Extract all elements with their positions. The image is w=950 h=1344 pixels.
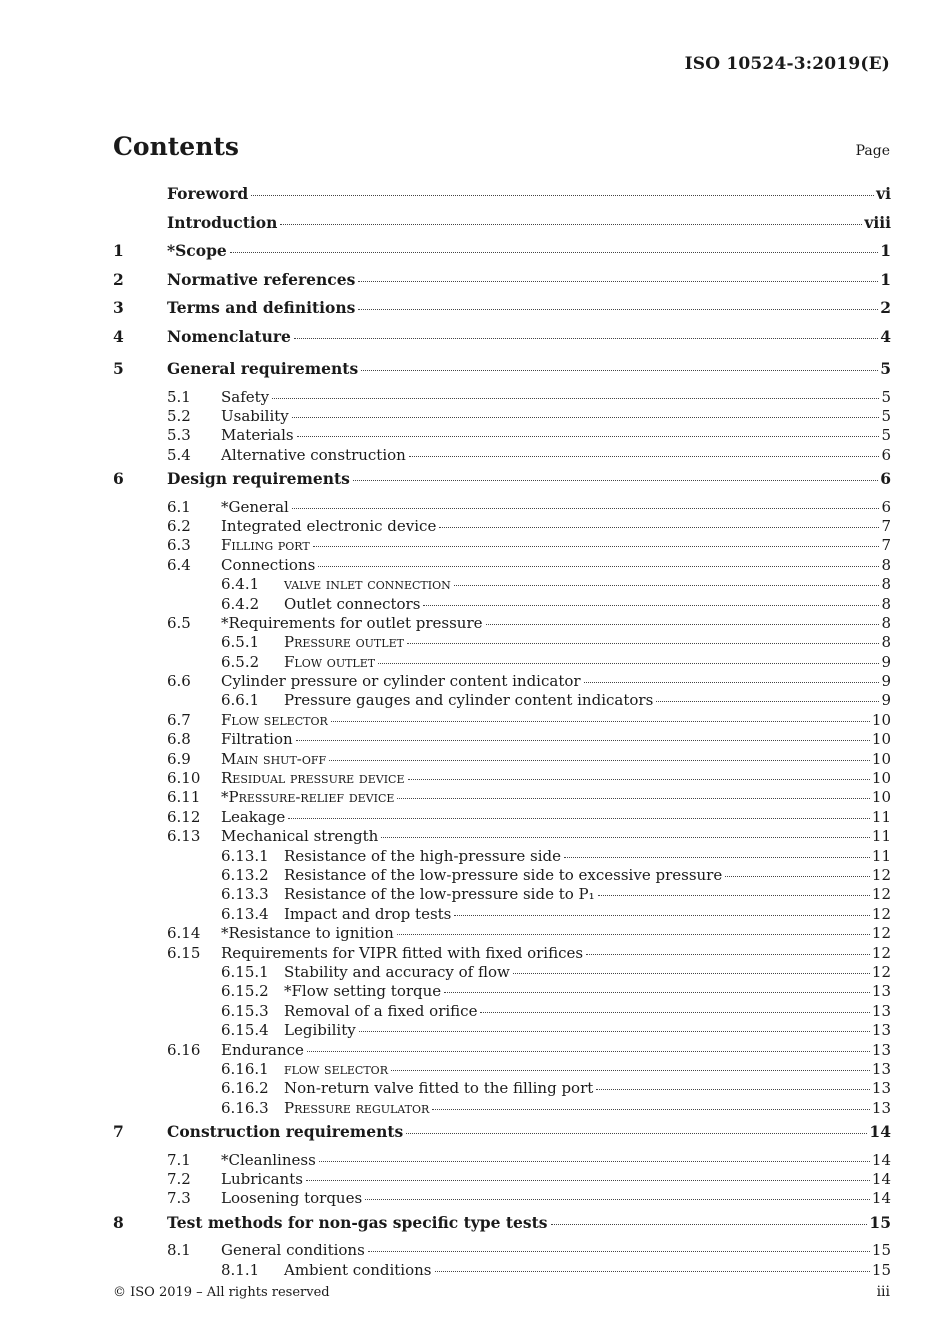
toc-entry-number: 7.3 xyxy=(167,1189,191,1208)
toc-entry-number: 7 xyxy=(113,1122,124,1142)
toc-entry-number: 5.1 xyxy=(167,387,191,406)
toc-entry-number: 6.3 xyxy=(167,536,191,555)
toc-entry-page: 14 xyxy=(871,1189,891,1208)
toc-entry[interactable] xyxy=(113,633,891,652)
toc-entry[interactable] xyxy=(113,1060,891,1079)
toc-entry-page: 5 xyxy=(881,387,891,406)
toc-entry-number: 6.6 xyxy=(167,672,191,691)
dot-leader xyxy=(329,759,870,761)
toc-entry-number: 8.1 xyxy=(167,1241,191,1260)
dot-leader xyxy=(586,953,870,955)
dot-leader xyxy=(725,875,870,877)
toc-entry[interactable] xyxy=(113,1099,891,1118)
dot-leader xyxy=(361,369,878,371)
toc-entry-number: 5.3 xyxy=(167,426,191,445)
toc-entry-number: 6.6.1 xyxy=(221,691,260,710)
toc-entry[interactable] xyxy=(113,270,891,299)
toc-entry-title: Legibility xyxy=(284,1021,356,1040)
toc-entry-number: 6.15 xyxy=(167,943,201,962)
toc-entry-page: 7 xyxy=(881,536,891,555)
toc-entry-page: 10 xyxy=(871,710,891,729)
toc-entry-number: 6.13.3 xyxy=(221,885,269,904)
toc-entry-number: 6.8 xyxy=(167,730,191,749)
toc-entry-title: *Scope xyxy=(167,241,227,260)
toc-entry-title: Foreword xyxy=(167,184,249,203)
dot-leader xyxy=(551,1223,868,1225)
toc-entry-page: 8 xyxy=(881,555,891,574)
toc-entry-number: 6.16.2 xyxy=(221,1079,269,1098)
dot-leader xyxy=(280,223,862,225)
page-number: iii xyxy=(876,1284,890,1300)
document-id: ISO 10524-3:2019(E) xyxy=(684,54,890,74)
toc-entry-page: 4 xyxy=(880,326,891,346)
dot-leader xyxy=(381,836,870,838)
toc-entry-title: Alternative construction xyxy=(221,445,406,464)
toc-entry-title: Leakage xyxy=(221,807,286,826)
toc-entry-title: Safety xyxy=(221,387,270,406)
toc-entry-page: 12 xyxy=(871,924,891,943)
toc-entry-page: viii xyxy=(864,212,891,232)
toc-entry-number: 6 xyxy=(113,469,124,489)
dot-leader xyxy=(296,739,870,741)
toc-entry[interactable] xyxy=(113,1079,891,1098)
contents-heading: Contents xyxy=(113,132,240,161)
toc-entry[interactable] xyxy=(113,1151,891,1170)
dot-leader xyxy=(358,280,878,282)
toc-entry-title: Main shut-off xyxy=(221,749,327,768)
dot-leader xyxy=(584,681,880,683)
toc-entry-title: *Requirements for outlet pressure xyxy=(221,613,483,632)
toc-entry-number: 5.2 xyxy=(167,406,191,425)
toc-entry-number: 6.15.1 xyxy=(221,962,269,981)
toc-entry-title: General conditions xyxy=(221,1241,365,1260)
toc-entry-number: 6.10 xyxy=(167,769,201,788)
dot-leader xyxy=(407,642,880,644)
toc-entry-title: Introduction xyxy=(167,212,278,232)
toc-entry-page: 14 xyxy=(869,1122,891,1142)
toc-entry-title: Pressure gauges and cylinder content indicators xyxy=(284,691,654,710)
dot-leader xyxy=(368,1250,870,1252)
toc-entry-title: Loosening torques xyxy=(221,1189,363,1208)
dot-leader xyxy=(598,894,870,896)
toc-entry-page: 8 xyxy=(881,575,891,594)
toc-entry-page: 10 xyxy=(871,788,891,807)
toc-entry-title: Mechanical strength xyxy=(221,827,379,846)
toc-entry-page: 7 xyxy=(881,516,891,535)
toc-entry-number: 5 xyxy=(113,359,124,378)
toc-entry[interactable] xyxy=(113,1170,891,1189)
dot-leader xyxy=(251,194,874,196)
toc-entry-number: 6.5.1 xyxy=(221,633,260,652)
toc-entry-title: valve inlet connection xyxy=(284,575,451,594)
toc-entry-number: 6.13.4 xyxy=(221,904,269,923)
toc-entry-title: Design requirements xyxy=(167,469,350,489)
dot-leader xyxy=(397,933,870,935)
toc-entry-page: 13 xyxy=(871,1059,891,1078)
toc-entry-number: 6.1 xyxy=(167,497,191,516)
toc-entry[interactable] xyxy=(113,614,891,633)
toc-entry-page: 6 xyxy=(881,497,891,516)
toc-entry-page: 11 xyxy=(871,807,891,826)
toc-entry-page: 15 xyxy=(871,1241,891,1260)
dot-leader xyxy=(454,584,880,586)
toc-entry[interactable] xyxy=(113,575,891,594)
toc-entry-page: 9 xyxy=(881,672,891,691)
toc-entry-page: 14 xyxy=(871,1169,891,1188)
toc-entry-title: *Pressure-relief device xyxy=(221,788,395,807)
toc-entry-title: Test methods for non-gas specific type tests xyxy=(167,1212,548,1232)
toc-entry[interactable] xyxy=(113,905,891,924)
toc-entry[interactable] xyxy=(113,769,891,788)
dot-leader xyxy=(331,720,870,722)
toc-entry-number: 6.13 xyxy=(167,827,201,846)
toc-entry[interactable] xyxy=(113,788,891,807)
dot-leader xyxy=(435,1270,870,1272)
dot-leader xyxy=(406,1132,867,1134)
toc-entry-number: 6.13.1 xyxy=(221,846,269,865)
toc-entry-number: 6.4 xyxy=(167,555,191,574)
toc-entry[interactable] xyxy=(113,847,891,866)
toc-entry[interactable] xyxy=(113,536,891,555)
toc-entry[interactable] xyxy=(113,1021,891,1040)
toc-entry-number: 6.15.4 xyxy=(221,1021,269,1040)
toc-entry-number: 6.7 xyxy=(167,710,191,729)
page-column-label: Page xyxy=(855,143,890,159)
toc-entry-title: Endurance xyxy=(221,1040,304,1059)
toc-entry-title: Impact and drop tests xyxy=(284,904,452,923)
toc-entry[interactable] xyxy=(113,426,891,445)
toc-entry-page: 8 xyxy=(881,633,891,652)
toc-entry[interactable] xyxy=(113,595,891,614)
toc-entry-number: 3 xyxy=(113,298,124,317)
toc-entry[interactable] xyxy=(113,407,891,426)
toc-entry-title: Resistance of the high-pressure side xyxy=(284,846,562,865)
toc-entry[interactable] xyxy=(113,556,891,575)
toc-entry-number: 6.9 xyxy=(167,749,191,768)
toc-entry-title: Residual pressure device xyxy=(221,769,405,788)
toc-entry[interactable] xyxy=(113,469,891,498)
toc-entry-title: Terms and definitions xyxy=(167,298,356,317)
toc-entry-number: 6.5 xyxy=(167,613,191,632)
toc-entry-page: 13 xyxy=(871,1079,891,1098)
toc-entry-title: Requirements for VIPR fitted with fixed orifices xyxy=(221,943,584,962)
toc-entry[interactable] xyxy=(113,730,891,749)
toc-entry-page: 10 xyxy=(871,769,891,788)
toc-entry-page: 10 xyxy=(871,730,891,749)
toc-entry[interactable] xyxy=(113,359,891,388)
toc-entry[interactable] xyxy=(113,924,891,943)
dot-leader xyxy=(358,308,878,310)
toc-entry-title: *Flow setting torque xyxy=(284,982,442,1001)
dot-leader xyxy=(454,914,870,916)
toc-entry-title: Normative references xyxy=(167,269,356,289)
dot-leader xyxy=(319,1160,870,1162)
toc-entry[interactable] xyxy=(113,327,891,356)
toc-entry-title: Cylinder pressure or cylinder content indicator xyxy=(221,672,581,691)
toc-entry[interactable] xyxy=(113,1213,891,1242)
toc-entry-title: Nomenclature xyxy=(167,326,291,346)
toc-entry[interactable] xyxy=(113,944,891,963)
toc-entry[interactable] xyxy=(113,498,891,517)
toc-entry-number: 4 xyxy=(113,326,124,346)
toc-entry-title: *Resistance to ignition xyxy=(221,924,394,943)
toc-entry-number: 6.2 xyxy=(167,516,191,535)
toc-entry-number: 8 xyxy=(113,1212,124,1232)
dot-leader xyxy=(288,817,870,819)
toc-entry-page: 1 xyxy=(880,269,891,289)
toc-entry[interactable] xyxy=(113,982,891,1001)
table-of-contents xyxy=(113,184,891,1280)
toc-entry-number: 7.1 xyxy=(167,1150,191,1169)
toc-entry-title: flow selector xyxy=(284,1059,388,1078)
toc-entry[interactable] xyxy=(113,1122,891,1151)
dot-leader xyxy=(292,507,880,509)
toc-entry-title: Usability xyxy=(221,406,289,425)
toc-entry[interactable] xyxy=(113,808,891,827)
dot-leader xyxy=(359,1030,870,1032)
toc-entry-page: 13 xyxy=(871,982,891,1001)
toc-entry-title: Lubricants xyxy=(221,1169,303,1188)
dot-leader xyxy=(397,797,869,799)
toc-entry-page: 10 xyxy=(871,749,891,768)
toc-entry-page: 15 xyxy=(869,1212,891,1232)
toc-entry-page: 13 xyxy=(871,1001,891,1020)
toc-entry-page: 5 xyxy=(881,406,891,425)
toc-entry[interactable] xyxy=(113,184,891,213)
dot-leader xyxy=(318,565,879,567)
toc-entry-number: 6.13.2 xyxy=(221,865,269,884)
toc-entry-title: Resistance of the low-pressure side to excessive pressure xyxy=(284,865,723,884)
toc-entry-title: Non-return valve fitted to the filling port xyxy=(284,1079,594,1098)
toc-entry-page: 5 xyxy=(881,426,891,445)
copyright-notice: © ISO 2019 – All rights reserved xyxy=(113,1285,330,1300)
dot-leader xyxy=(297,435,880,437)
dot-leader xyxy=(596,1088,870,1090)
dot-leader xyxy=(365,1198,870,1200)
toc-entry-title: Flow selector xyxy=(221,710,328,729)
dot-leader xyxy=(292,416,880,418)
toc-entry[interactable] xyxy=(113,1189,891,1208)
toc-entry-number: 5.4 xyxy=(167,445,191,464)
toc-entry-page: 11 xyxy=(871,846,891,865)
toc-entry-page: 9 xyxy=(881,652,891,671)
toc-entry-page: 9 xyxy=(881,691,891,710)
dot-leader xyxy=(564,856,870,858)
toc-entry-number: 6.4.1 xyxy=(221,575,260,594)
dot-leader xyxy=(306,1179,870,1181)
toc-entry-page: 12 xyxy=(871,943,891,962)
toc-entry-page: 13 xyxy=(871,1040,891,1059)
toc-entry-number: 6.14 xyxy=(167,924,201,943)
toc-entry[interactable] xyxy=(113,827,891,846)
dot-leader xyxy=(409,455,880,457)
toc-entry-page: 5 xyxy=(880,359,891,378)
toc-entry-page: 12 xyxy=(871,885,891,904)
dot-leader xyxy=(444,991,870,993)
toc-entry-page: 13 xyxy=(871,1098,891,1117)
toc-entry-title: General requirements xyxy=(167,359,359,378)
toc-entry[interactable] xyxy=(113,691,891,710)
toc-entry-title: Filling port xyxy=(221,536,310,555)
toc-entry[interactable] xyxy=(113,750,891,769)
dot-leader xyxy=(656,700,879,702)
toc-entry-page: 13 xyxy=(871,1021,891,1040)
toc-entry[interactable] xyxy=(113,963,891,982)
toc-entry[interactable] xyxy=(113,388,891,407)
toc-entry-page: 12 xyxy=(871,904,891,923)
toc-entry-number: 6.11 xyxy=(167,788,201,807)
toc-entry-page: 1 xyxy=(880,241,891,260)
toc-entry[interactable] xyxy=(113,241,891,270)
toc-entry-page: 12 xyxy=(871,962,891,981)
toc-entry[interactable] xyxy=(113,1241,891,1260)
toc-entry[interactable] xyxy=(113,517,891,536)
toc-entry-title: *General xyxy=(221,497,289,516)
dot-leader xyxy=(272,397,879,399)
toc-entry-page: 14 xyxy=(871,1150,891,1169)
toc-entry[interactable] xyxy=(113,885,891,904)
toc-entry-title: Flow outlet xyxy=(284,652,376,671)
toc-entry[interactable] xyxy=(113,1261,891,1280)
dot-leader xyxy=(230,251,878,253)
dot-leader xyxy=(432,1108,870,1110)
dot-leader xyxy=(423,604,879,606)
toc-entry[interactable] xyxy=(113,866,891,885)
toc-entry-title: Filtration xyxy=(221,730,293,749)
toc-entry[interactable] xyxy=(113,672,891,691)
dot-leader xyxy=(408,778,870,780)
toc-entry-number: 6.4.2 xyxy=(221,594,260,613)
toc-entry-number: 6.5.2 xyxy=(221,652,260,671)
toc-entry-title: Removal of a fixed orifice xyxy=(284,1001,478,1020)
toc-entry-page: 6 xyxy=(881,445,891,464)
toc-entry-number: 2 xyxy=(113,269,124,289)
dot-leader xyxy=(513,972,870,974)
dot-leader xyxy=(391,1069,870,1071)
toc-entry-page: 15 xyxy=(871,1260,891,1279)
toc-entry-title: Pressure outlet xyxy=(284,633,404,652)
toc-entry[interactable] xyxy=(113,213,891,242)
toc-entry-page: 12 xyxy=(871,865,891,884)
dot-leader xyxy=(486,623,880,625)
dot-leader xyxy=(480,1011,869,1013)
toc-entry-page: vi xyxy=(876,184,891,203)
toc-entry-title: Ambient conditions xyxy=(284,1260,432,1279)
toc-entry-title: Connections xyxy=(221,555,316,574)
toc-entry-number: 6.12 xyxy=(167,807,201,826)
toc-entry-title: Pressure regulator xyxy=(284,1098,430,1117)
toc-entry-number: 6.16 xyxy=(167,1040,201,1059)
toc-entry-number: 8.1.1 xyxy=(221,1260,260,1279)
toc-entry-title: *Cleanliness xyxy=(221,1150,316,1169)
toc-entry[interactable] xyxy=(113,1041,891,1060)
toc-entry-title: Resistance of the low-pressure side to P₁ xyxy=(284,885,595,904)
toc-entry-number: 6.16.1 xyxy=(221,1059,269,1078)
dot-leader xyxy=(313,545,880,547)
dot-leader xyxy=(439,526,879,528)
toc-entry[interactable] xyxy=(113,298,891,327)
toc-entry-title: Outlet connectors xyxy=(284,594,421,613)
toc-entry[interactable] xyxy=(113,446,891,465)
toc-entry-page: 8 xyxy=(881,594,891,613)
toc-entry[interactable] xyxy=(113,1002,891,1021)
dot-leader xyxy=(307,1050,870,1052)
dot-leader xyxy=(294,337,878,339)
dot-leader xyxy=(353,479,878,481)
toc-entry-number: 6.15.2 xyxy=(221,982,269,1001)
toc-entry-title: Stability and accuracy of flow xyxy=(284,962,510,981)
toc-entry[interactable] xyxy=(113,653,891,672)
dot-leader xyxy=(378,662,879,664)
toc-entry-number: 7.2 xyxy=(167,1169,191,1188)
toc-entry-page: 2 xyxy=(880,298,891,317)
toc-entry-title: Construction requirements xyxy=(167,1122,404,1142)
toc-entry-page: 8 xyxy=(881,613,891,632)
toc-entry-number: 1 xyxy=(113,241,124,260)
toc-entry[interactable] xyxy=(113,711,891,730)
toc-entry-number: 6.16.3 xyxy=(221,1098,269,1117)
toc-entry-title: Materials xyxy=(221,426,294,445)
toc-entry-number: 6.15.3 xyxy=(221,1001,269,1020)
toc-entry-page: 11 xyxy=(871,827,891,846)
toc-entry-page: 6 xyxy=(880,469,891,489)
toc-entry-title: Integrated electronic device xyxy=(221,516,437,535)
